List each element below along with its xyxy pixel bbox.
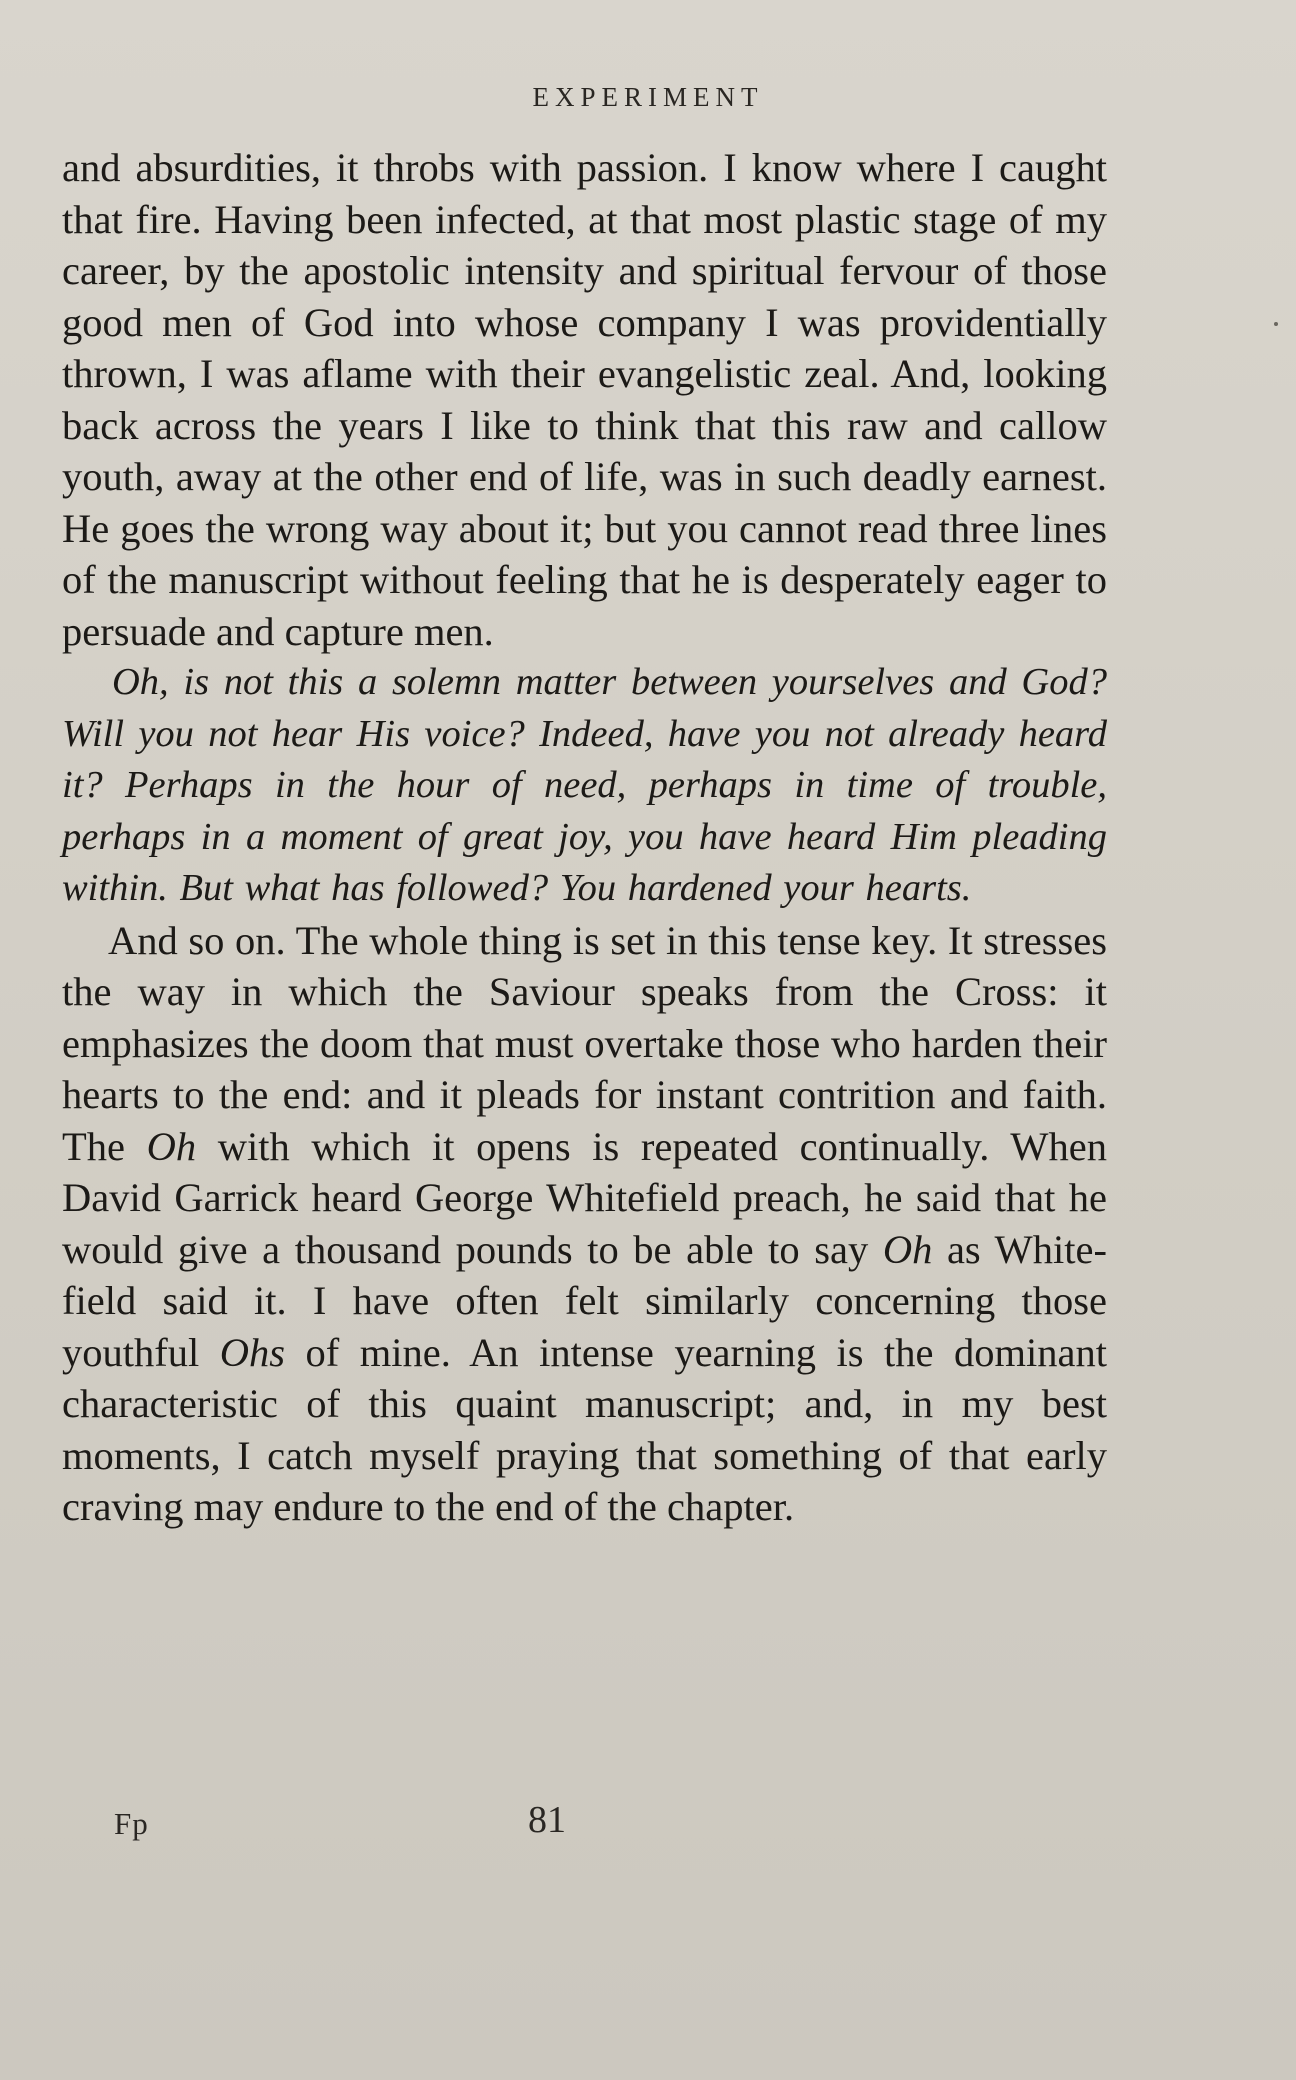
running-head: EXPERIMENT xyxy=(532,82,764,112)
paragraph-2-part-3: as White-field said it. I have often felt similarly concerning those youthful xyxy=(62,1226,1108,1375)
paragraph-2-part-1: And so on. The whole thing is set in this tense key. It stresses the way in which the Saviour speaks from the Cross: it emphasizes the doom that must overtake those who harden their hearts to the end: and it pleads for instant contrition and faith. The xyxy=(62,917,1107,1169)
italic-quotation: Oh, is not this a solemn matter between yourselves and God? Will you not hear His voice? Indeed, have you not already heard it? Perhaps in the hour of need, perhaps in time of trouble, perhaps in a moment of great joy, you have heard Him pleading within. But what has followed? You hardened your hearts. xyxy=(62,661,1107,909)
paper-speck xyxy=(1274,322,1278,326)
paragraph-2-part-4: of mine. An intense yearning is the dominant characteristic of this quaint manuscript; and, in my best moments, I catch myself praying that something of that early craving may endure to the end of the chapter. xyxy=(62,1329,1107,1529)
paragraph-1: and absurdities, it throbs with passion. I know where I caught that fire. Having been infected, at that most plastic stage of my career, by the apostolic intensity and spiritual fervour of those good men of God into whose company I was providentially thrown, I was aflame with their evangelistic zeal. And, looking back across the years I like to think that this raw and callow youth, away at the other end of life, was in such deadly earnest. He goes the wrong way about it; but you cannot read three lines of the manuscript without feeling that he is desperately eager to persuade and capture men. xyxy=(62,145,1107,654)
emphasis-oh-1: Oh xyxy=(146,1123,197,1169)
emphasis-oh-2: Oh xyxy=(882,1226,933,1272)
emphasis-ohs: Ohs xyxy=(219,1329,286,1375)
paragraph-2-part-2: with which it opens is repeated continually. When David Garrick heard George Whitefield preach, he said that he would give a thousand pounds to be able to say xyxy=(62,1123,1107,1272)
paragraph-2 xyxy=(62,915,1107,1533)
body-text xyxy=(62,142,1107,1533)
signature-mark: Fp xyxy=(114,1806,149,1841)
page-number: 81 xyxy=(528,1799,566,1841)
